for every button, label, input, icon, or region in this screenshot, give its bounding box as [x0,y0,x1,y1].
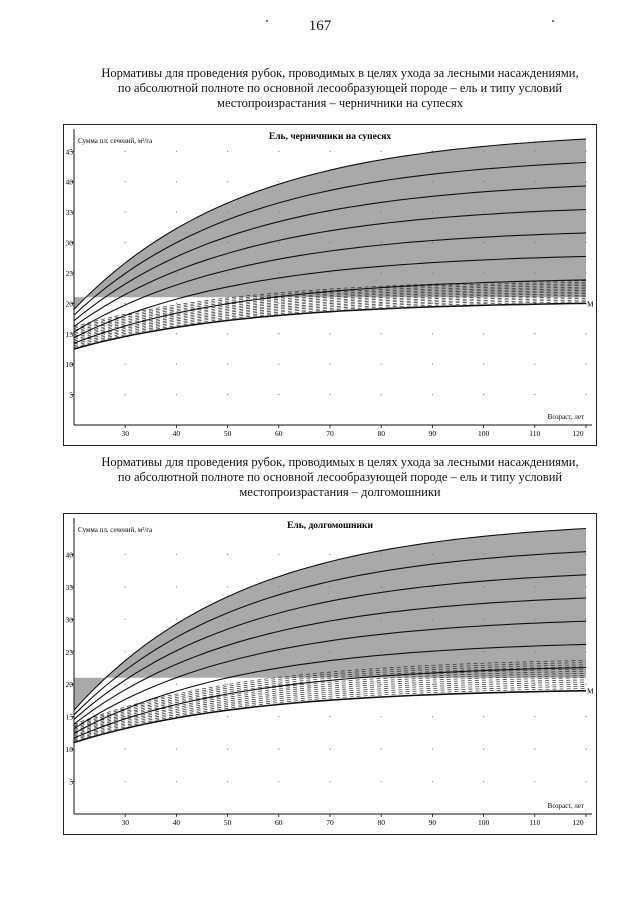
x-tick-label: 100 [477,818,490,827]
grid-dot [381,364,382,365]
x-tick-label: 110 [529,429,541,438]
x-tick-label: 40 [172,818,181,827]
grid-dot [125,364,126,365]
x-tick-label: 40 [172,429,181,438]
grid-dot [432,333,433,334]
x-axis-label: Возраст, лет [547,413,584,421]
grid-dot [483,242,484,243]
grid-dot [329,716,330,717]
heading-line: по абсолютной полноте по основной лесообразующей породе – ель и типу условий [117,470,563,484]
grid-dot [329,781,330,782]
grid-dot [432,781,433,782]
grid-dot [176,749,177,750]
grid-dot [585,272,586,273]
grid-dot [381,333,382,334]
grid-dot [432,619,433,620]
grid-dot [227,364,228,365]
grid-dot [125,303,126,304]
grid-dot [125,749,126,750]
grid-dot [227,554,228,555]
x-tick-label: 80 [377,818,385,827]
grid-dot [329,554,330,555]
x-axis-label: Возраст, лет [547,802,584,810]
grid-dot [483,181,484,182]
x-tick-label: 60 [275,818,283,827]
x-tick-label: 30 [121,429,129,438]
grid-dot [585,242,586,243]
grid-dot [381,554,382,555]
grid-dot [432,394,433,395]
grid-dot [278,749,279,750]
grid-dot [585,181,586,182]
grid-dot [176,586,177,587]
heading-line: Нормативы для проведения рубок, проводимых в целях ухода за лесными насаждениями, [101,66,579,80]
grid-dot [227,586,228,587]
grid-dot [432,364,433,365]
grid-dot [432,749,433,750]
grid-dot [585,619,586,620]
grid-dot [381,394,382,395]
grid-dot [534,181,535,182]
y-tick-label: 35 [65,208,73,218]
grid-dot [176,364,177,365]
y-tick-label: 25 [65,268,73,278]
grid-dot [534,242,535,243]
grid-dot [534,394,535,395]
grid-dot [585,749,586,750]
grid-dot [329,586,330,587]
y-tick-label: 20 [65,299,73,309]
grid-dot [585,211,586,212]
grid-dot [125,781,126,782]
grid-dot [125,554,126,555]
grid-dot [227,684,228,685]
y-tick-label: 25 [65,647,73,657]
grid-dot [483,364,484,365]
y-tick-label: 15 [65,712,73,722]
x-tick-label: 90 [428,818,437,827]
grid-dot [329,151,330,152]
y-tick-label: 20 [65,680,73,690]
y-tick-label: 10 [65,745,73,755]
grid-dot [483,554,484,555]
curve-end-label: М [587,686,594,696]
grid-dot [176,272,177,273]
grid-dot [329,242,330,243]
heading-line: местопроизрастания – долгомошники [239,485,441,499]
grid-dot [483,781,484,782]
grid-dot [227,181,228,182]
grid-dot [176,684,177,685]
y-tick-label: 40 [65,177,73,187]
grid-dot [176,181,177,182]
grid-dot [227,333,228,334]
y-tick-label: 35 [65,582,73,592]
y-tick-label: 5 [69,390,73,400]
grid-dot [278,716,279,717]
grid-dot [278,619,279,620]
x-tick-label: 70 [326,818,334,827]
y-tick-label: 5 [69,777,73,787]
grid-dot [381,272,382,273]
grid-dot [483,394,484,395]
grid-dot [381,749,382,750]
grid-dot [278,333,279,334]
grid-dot [483,749,484,750]
y-tick-label: 30 [65,238,73,248]
chart-1-svg [64,125,596,445]
grid-dot [432,272,433,273]
grid-dot [278,272,279,273]
grid-dot [483,333,484,334]
grid-dot [278,364,279,365]
grid-dot [585,333,586,334]
chart-2-svg [64,514,596,834]
grid-dot [227,211,228,212]
heading-line: по абсолютной полноте по основной лесообразующей породе – ель и типу условий [117,81,563,95]
grid-dot [227,242,228,243]
grid-dot [125,651,126,652]
grid-dot [278,554,279,555]
grid-dot [329,211,330,212]
grid-dot [227,619,228,620]
grid-dot [585,684,586,685]
grid-dot [483,716,484,717]
grid-dot [125,181,126,182]
grid-dot [227,272,228,273]
y-axis-label: Сумма пл. сечений, м²/га [78,526,153,534]
grid-dot [227,781,228,782]
grid-dot [278,586,279,587]
grid-dot [329,364,330,365]
x-tick-label: 50 [223,818,232,827]
grid-dot [278,303,279,304]
grid-dot [227,749,228,750]
grid-dot [125,619,126,620]
grid-dot [381,716,382,717]
grid-dot [329,181,330,182]
x-tick-label: 90 [428,429,437,438]
grid-dot [278,394,279,395]
grid-dot [381,242,382,243]
grid-dot [534,272,535,273]
grid-dot [483,211,484,212]
y-tick-label: 45 [65,147,73,157]
grid-dot [381,651,382,652]
grid-dot [585,651,586,652]
x-tick-label: 70 [326,429,334,438]
y-tick-label: 30 [65,615,73,625]
grid-dot [278,781,279,782]
section-heading-2 [60,455,620,500]
page-number: 167 [308,18,332,34]
grid-dot [329,272,330,273]
x-tick-label: 120 [572,818,584,827]
grid-dot [585,781,586,782]
grid-dot [176,394,177,395]
grid-dot [483,651,484,652]
grid-dot [534,716,535,717]
chart-1 [63,124,597,446]
grid-dot [432,554,433,555]
grid-dot [432,211,433,212]
heading-line: местопроизрастания – черничники на супесях [217,96,463,110]
grid-dot [176,781,177,782]
grid-dot [432,242,433,243]
grid-dot [125,684,126,685]
y-tick-label: 40 [65,550,73,560]
grid-dot [176,151,177,152]
x-tick-label: 60 [275,429,283,438]
grid-dot [125,586,126,587]
grid-dot [278,151,279,152]
grid-dot [381,151,382,152]
grid-dot [483,151,484,152]
grid-dot [227,394,228,395]
grid-dot [125,716,126,717]
thinning-band [74,139,586,309]
grid-dot [329,619,330,620]
grid-dot [534,364,535,365]
chart-title: Ель, долгомошники [287,521,373,531]
grid-dot [483,619,484,620]
grid-dot [585,364,586,365]
grid-dot [534,651,535,652]
grid-dot [125,242,126,243]
grid-dot [278,651,279,652]
grid-dot [534,619,535,620]
grid-dot [432,684,433,685]
grid-dot [585,151,586,152]
grid-dot [585,586,586,587]
x-tick-label: 30 [121,818,129,827]
grid-dot [381,781,382,782]
grid-dot [329,333,330,334]
grid-dot [176,303,177,304]
grid-dot [176,554,177,555]
chart-title: Ель, черничники на супесях [268,132,392,142]
y-tick-label: 10 [65,360,73,370]
x-tick-label: 110 [529,818,541,827]
grid-dot [278,684,279,685]
section-heading-1 [60,66,620,111]
grid-dot [483,272,484,273]
grid-dot [125,211,126,212]
grid-dot [381,211,382,212]
grid-dot [381,619,382,620]
grid-dot [534,151,535,152]
grid-dot [176,619,177,620]
x-tick-label: 120 [572,429,584,438]
grid-dot [227,716,228,717]
y-tick-label: 15 [65,329,73,339]
grid-dot [432,303,433,304]
grid-dot [278,211,279,212]
grid-dot [227,651,228,652]
grid-dot [483,586,484,587]
curve-end-label: М [587,299,594,309]
grid-dot [278,242,279,243]
grid-dot [585,716,586,717]
grid-dot [534,586,535,587]
grid-dot [329,651,330,652]
grid-dot [125,394,126,395]
grid-dot [534,749,535,750]
grid-dot [329,394,330,395]
grid-dot [432,181,433,182]
y-axis-label: Сумма пл. сечений, м²/га [78,137,153,145]
grid-dot [176,211,177,212]
grid-dot [585,554,586,555]
grid-dot [227,151,228,152]
grid-dot [534,333,535,334]
chart-2 [63,513,597,835]
grid-dot [585,394,586,395]
grid-dot [534,781,535,782]
x-tick-label: 50 [223,429,232,438]
grid-dot [534,684,535,685]
grid-dot [278,181,279,182]
grid-dot [432,716,433,717]
grid-dot [176,333,177,334]
heading-line: Нормативы для проведения рубок, проводимых в целях ухода за лесными насаждениями, [101,455,579,469]
grid-dot [125,151,126,152]
x-tick-label: 80 [377,429,385,438]
grid-dot [381,586,382,587]
grid-dot [329,749,330,750]
x-tick-label: 100 [477,429,490,438]
